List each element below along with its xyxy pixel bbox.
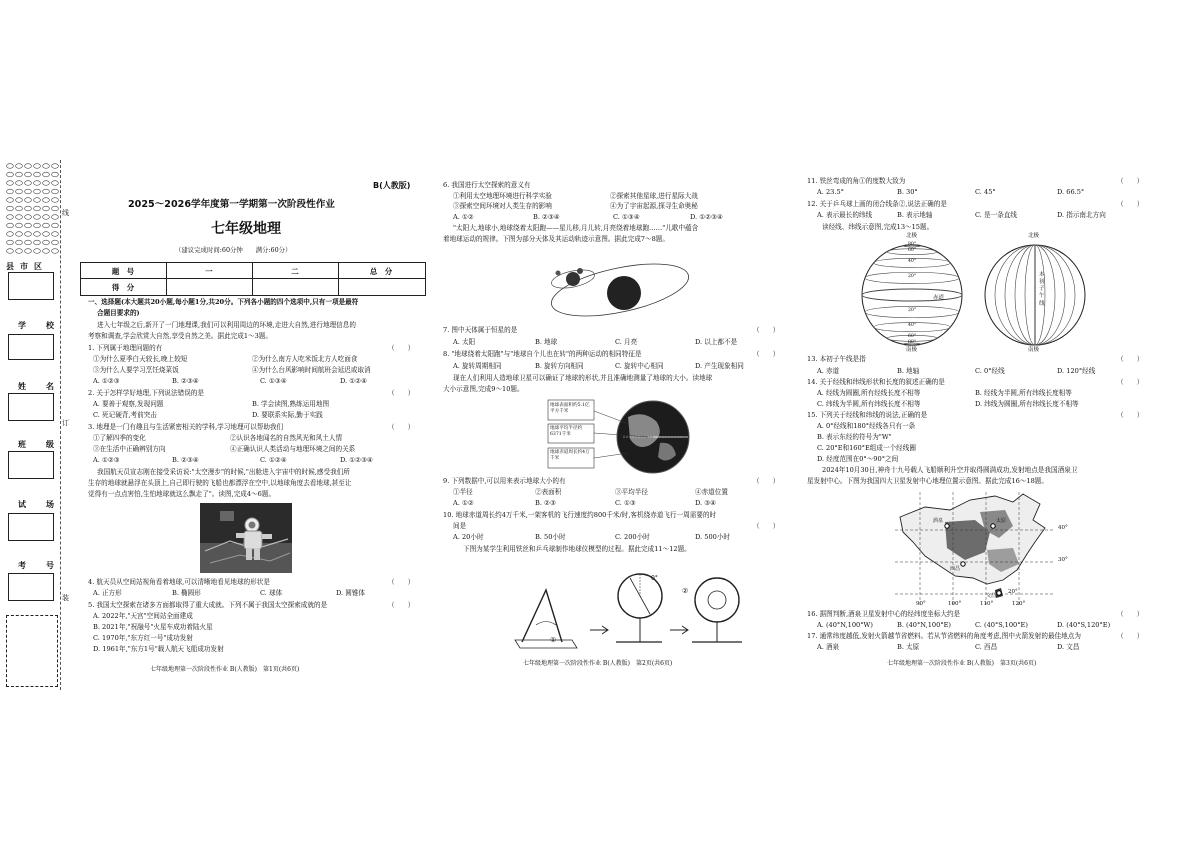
q1-choice-d[interactable]: D. ①②④ bbox=[340, 377, 367, 385]
page3-footer: 七年级地理第一次阶段性作业 B(人教版) 第3页(共6页) bbox=[887, 660, 1037, 667]
q8-choice-d[interactable]: D. 产生现象相同 bbox=[695, 362, 744, 370]
grid-bubble bbox=[43, 215, 50, 220]
grid-bubble bbox=[25, 240, 32, 245]
q7-choice-c[interactable]: C. 月亮 bbox=[615, 338, 638, 346]
q2-choice-c[interactable]: C. 死记硬背,考前突击 bbox=[93, 411, 157, 419]
passage-astronaut: 我国航天员宣志刚在接受采访说:"太空漫步"的时候,"出舱进入宇宙中的时候,感受我们所 bbox=[97, 468, 350, 476]
q1-choice-c[interactable]: C. ①③④ bbox=[260, 377, 287, 385]
q11-choice-b[interactable]: B. 30° bbox=[897, 188, 918, 196]
q3-option-3: ③在生活中正确辨别方向 bbox=[93, 445, 166, 453]
seal-area bbox=[6, 615, 58, 687]
grid-bubble bbox=[16, 215, 23, 220]
q2-choice-b[interactable]: B. 学会读图,熟练运用地图 bbox=[252, 400, 330, 408]
map-site-wenchang: 文昌 bbox=[986, 593, 997, 599]
q7-answer-bracket[interactable]: （ ） bbox=[753, 326, 780, 334]
latitude-tick-label: 60° bbox=[908, 247, 917, 253]
q10-choice-a[interactable]: A. 20小时 bbox=[453, 533, 484, 541]
q5-stem: 5. 我国太空探索在诸多方面都取得了重大成就。下列不属于我国太空探索成就的是 bbox=[88, 601, 328, 609]
q12-choice-c[interactable]: C. 是一条直线 bbox=[975, 211, 1017, 219]
q9-option-4: ④赤道位置 bbox=[695, 488, 728, 496]
q17-choice-b[interactable]: B. 太原 bbox=[897, 643, 920, 651]
grid-bubble bbox=[43, 240, 50, 245]
grid-bubble bbox=[7, 164, 14, 169]
china-launch-map bbox=[895, 492, 1055, 607]
q6-option-3: ③探索空间环境对人类生存的影响 bbox=[453, 202, 552, 210]
grid-bubble bbox=[25, 198, 32, 203]
q6-stem: 6. 我国进行太空探索的意义有 bbox=[443, 181, 531, 189]
q9-choice-d[interactable]: D. ③④ bbox=[695, 499, 717, 507]
q5-choice-c[interactable]: C. 1970年,"东方红一号"成功发射 bbox=[93, 634, 193, 642]
grid-bubble bbox=[52, 232, 59, 237]
grid-bubble bbox=[52, 249, 59, 254]
field-box-exam-no[interactable] bbox=[8, 573, 54, 601]
globe-label-radius: 地球平均半径约6371千米 bbox=[550, 426, 583, 437]
grid-bubble bbox=[34, 206, 41, 211]
field-label-county: 县市区 bbox=[6, 262, 48, 271]
grid-bubble bbox=[25, 181, 32, 186]
q4-choice-d[interactable]: D. 圆锥体 bbox=[336, 589, 366, 597]
q8-answer-bracket[interactable]: （ ） bbox=[753, 350, 780, 358]
grid-bubble bbox=[43, 189, 50, 194]
field-box-class[interactable] bbox=[8, 451, 54, 479]
grid-bubble bbox=[16, 164, 23, 169]
q8-choice-c[interactable]: C. 旋转中心相同 bbox=[615, 362, 664, 370]
grid-bubble bbox=[7, 172, 14, 177]
grid-bubble bbox=[43, 232, 50, 237]
q16-choice-d[interactable]: D. (40°S,120°E) bbox=[1057, 621, 1111, 629]
page2-footer: 七年级地理第一次阶段性作业 B(人教版) 第2页(共6页) bbox=[523, 660, 673, 667]
q16-answer-bracket[interactable]: （ ） bbox=[1117, 610, 1144, 618]
grid-bubble bbox=[7, 206, 14, 211]
q15-choice-d[interactable]: D. 经度范围在0°～90°之间 bbox=[817, 455, 899, 463]
margin-mark-zhuang: 装 bbox=[62, 594, 69, 602]
map-site-jiuquan: 酒泉 bbox=[933, 518, 944, 524]
q3-option-2: ②认识各地闻名的自然风光和风土人情 bbox=[230, 434, 343, 442]
q14-choice-a[interactable]: A. 经线为圆圈,所有经线长度不相等 bbox=[817, 389, 921, 397]
map-lon-110: 110° bbox=[980, 601, 994, 607]
lon-globe-south-pole: 南极 bbox=[1028, 347, 1040, 353]
q12-answer-bracket[interactable]: （ ） bbox=[1117, 200, 1144, 208]
map-lat-40: 40° bbox=[1058, 525, 1068, 531]
section1-heading: 一、选择题(本大题共20小题,每小题1分,共20分。下列各小题的四个选项中,只有一项是最符 bbox=[88, 298, 359, 306]
grid-bubble bbox=[52, 206, 59, 211]
latitude-tick-label: 20° bbox=[908, 308, 917, 314]
q14-choice-c[interactable]: C. 纬线为半圆,所有纬线长度不相等 bbox=[817, 400, 921, 408]
map-lon-120: 120° bbox=[1012, 601, 1026, 607]
q14-stem: 14. 关于经线和纬线形状和长度的叙述正确的是 bbox=[807, 378, 945, 386]
lat-globe-north-pole: 北极 bbox=[906, 233, 918, 239]
grid-bubble bbox=[16, 172, 23, 177]
q13-choice-c[interactable]: C. 0°经线 bbox=[975, 367, 1005, 375]
grid-bubble bbox=[34, 249, 41, 254]
q9-option-2: ②表面积 bbox=[535, 488, 562, 496]
q13-choice-d[interactable]: D. 120°经线 bbox=[1057, 367, 1096, 375]
q7-stem: 7. 图中天体属于恒星的是 bbox=[443, 326, 518, 334]
grid-bubble bbox=[52, 240, 59, 245]
q15-answer-bracket[interactable]: （ ） bbox=[1117, 411, 1144, 419]
field-box-county[interactable] bbox=[8, 272, 54, 300]
q6-choice-a[interactable]: A. ①② bbox=[453, 213, 474, 221]
grid-bubble bbox=[7, 240, 14, 245]
map-lat-30: 30° bbox=[1058, 557, 1068, 563]
score-header-part2: 二 bbox=[291, 267, 299, 276]
section1-heading-cont: 合题目要求的) bbox=[97, 309, 140, 317]
intro-text-cont: 考察和调查,学会欣赏大自然,享受自然之美。据此完成1～3题。 bbox=[88, 332, 273, 340]
q3-choice-a[interactable]: A. ①②③ bbox=[93, 456, 120, 464]
q6-choice-c[interactable]: C. ①③④ bbox=[613, 213, 640, 221]
grid-bubble bbox=[16, 189, 23, 194]
grid-bubble bbox=[52, 172, 59, 177]
lon-globe-north-pole: 北极 bbox=[1028, 233, 1040, 239]
globe-label-area: 地球表面积约5.1亿平方千米 bbox=[550, 403, 590, 414]
diagram-label-0deg: 0° bbox=[651, 575, 658, 582]
grid-bubble bbox=[52, 215, 59, 220]
q11-stem: 11. 铁丝弯成的角①的度数大致为 bbox=[807, 177, 906, 185]
grid-bubble bbox=[16, 249, 23, 254]
score-row-label: 得 分 bbox=[111, 283, 135, 292]
q10-choice-c[interactable]: C. 200小时 bbox=[615, 533, 650, 541]
subject-title: 七年级地理 bbox=[211, 221, 281, 237]
grid-bubble bbox=[34, 215, 41, 220]
q16-stem: 16. 据图判断,酒泉卫星发射中心的经纬度坐标大约是 bbox=[807, 610, 961, 618]
grid-bubble bbox=[34, 172, 41, 177]
grid-bubble bbox=[25, 215, 32, 220]
grid-bubble bbox=[7, 223, 14, 228]
latitude-tick-label: 80° bbox=[908, 340, 917, 346]
score-header-question: 题 号 bbox=[111, 267, 135, 276]
grid-bubble bbox=[25, 249, 32, 254]
q14-choice-d[interactable]: D. 纬线为圆圈,所有纬线长度不相等 bbox=[975, 400, 1079, 408]
astronaut-photo bbox=[200, 503, 292, 573]
map-site-taiyuan: 太原 bbox=[996, 518, 1007, 524]
q1-option-3: ③为什么人要学习烹饪烧菜饭 bbox=[93, 366, 179, 374]
grid-bubble bbox=[16, 223, 23, 228]
score-header-part1: 一 bbox=[205, 267, 213, 276]
grid-bubble bbox=[34, 232, 41, 237]
q2-choice-d[interactable]: D. 要联系实际,勤于实践 bbox=[252, 411, 323, 419]
q11-answer-bracket[interactable]: （ ） bbox=[1117, 177, 1144, 185]
q6-option-4: ④为了宇宙起源,探寻生命奥秘 bbox=[610, 202, 698, 210]
grid-bubble bbox=[34, 198, 41, 203]
q12-choice-a[interactable]: A. 表示最长的纬线 bbox=[817, 211, 873, 219]
q1-answer-bracket[interactable]: （ ） bbox=[388, 344, 415, 352]
map-lat-20: 20° bbox=[1008, 589, 1018, 595]
intro-graticule: 读经线、纬线示意图,完成13～15题。 bbox=[822, 223, 934, 231]
q1-option-2: ②为什么南方人吃米饭北方人吃面食 bbox=[252, 355, 358, 363]
exam-title: 2025～2026学年度第一学期第一次阶段性作业 bbox=[128, 199, 335, 210]
q6-option-1: ①利用太空地理环境进行科学实验 bbox=[453, 192, 552, 200]
q10-stem-cont: 间是 bbox=[453, 522, 467, 530]
field-label-school: 学 校 bbox=[18, 321, 60, 330]
q12-choice-b[interactable]: B. 表示地轴 bbox=[897, 211, 933, 219]
time-note: （建议完成时间:60分钟 满分:60分） bbox=[175, 246, 292, 254]
q17-choice-a[interactable]: A. 酒泉 bbox=[817, 643, 840, 651]
q3-choice-c[interactable]: C. ①②④ bbox=[260, 456, 287, 464]
diagram-label-line-2: ② bbox=[682, 587, 689, 595]
q16-choice-a[interactable]: A. (40°N,100°W) bbox=[817, 621, 873, 629]
q5-choice-a[interactable]: A. 2022年,"天宫"空间站全面建成 bbox=[93, 612, 193, 620]
q17-answer-bracket[interactable]: （ ） bbox=[1117, 632, 1144, 640]
passage-orbit: "太阳大,地球小,地球绕着太阳跑——星儿移,月儿转,月亮绕着地球跑……"儿歌中蕴含 bbox=[453, 224, 699, 232]
q10-choice-d[interactable]: D. 500小时 bbox=[695, 533, 731, 541]
q5-choice-b[interactable]: B. 2021年,"祝融号"火星车成功着陆火星 bbox=[93, 623, 213, 631]
grid-bubble bbox=[34, 240, 41, 245]
grid-bubble bbox=[25, 189, 32, 194]
q13-stem: 13. 本初子午线是指 bbox=[807, 355, 866, 363]
q6-choice-d[interactable]: D. ①②③④ bbox=[690, 213, 723, 221]
passage-launch-2: 星发射中心。下图为我国四大卫星发射中心地理位置示意图。据此完成16～18题。 bbox=[807, 477, 1048, 485]
grid-bubble bbox=[43, 164, 50, 169]
q10-answer-bracket[interactable]: （ ） bbox=[753, 522, 780, 530]
q16-choice-c[interactable]: C. (40°S,100°E) bbox=[975, 621, 1028, 629]
q4-choice-b[interactable]: B. 椭圆形 bbox=[172, 589, 201, 597]
equator-line bbox=[862, 289, 962, 301]
grid-bubble bbox=[43, 181, 50, 186]
q4-choice-a[interactable]: A. 正方形 bbox=[93, 589, 122, 597]
q3-answer-bracket[interactable]: （ ） bbox=[388, 423, 415, 431]
q4-choice-c[interactable]: C. 球体 bbox=[260, 589, 283, 597]
q13-choice-b[interactable]: B. 地轴 bbox=[897, 367, 920, 375]
q15-choice-a[interactable]: A. 0°经线和180°经线各只有一条 bbox=[817, 422, 916, 430]
q9-choice-a[interactable]: A. ①② bbox=[453, 499, 474, 507]
grid-bubble bbox=[16, 206, 23, 211]
passage-satellite-2: 大小示意图,完成9～10题。 bbox=[443, 385, 524, 393]
map-lon-100: 100° bbox=[948, 601, 962, 607]
q2-answer-bracket[interactable]: （ ） bbox=[388, 389, 415, 397]
grid-bubble bbox=[16, 232, 23, 237]
grid-bubble bbox=[25, 223, 32, 228]
grid-bubble bbox=[7, 189, 14, 194]
grid-bubble bbox=[52, 189, 59, 194]
grid-bubble bbox=[52, 164, 59, 169]
passage-astronaut-3: 觉得有一点点害怕,生怕地球就这么飘走了"。读图,完成4～6题。 bbox=[88, 490, 276, 498]
grid-bubble bbox=[16, 240, 23, 245]
q2-choice-a[interactable]: A. 要善于观察,发现问题 bbox=[93, 400, 164, 408]
q3-stem: 3. 地理是一门有趣且与生活紧密相关的学科,学习地理可以帮助我们 bbox=[88, 423, 284, 431]
grid-bubble bbox=[43, 172, 50, 177]
margin-mark-xian: 线 bbox=[62, 209, 69, 217]
field-label-room: 试 场 bbox=[18, 500, 60, 509]
q8-choice-b[interactable]: B. 旋转方向相同 bbox=[535, 362, 584, 370]
grid-bubble bbox=[34, 164, 41, 169]
lat-globe-south-pole: 南极 bbox=[906, 347, 918, 353]
longitude-globe bbox=[980, 240, 1090, 350]
intro-text: 进入七年级之后,新开了一门地理课,我们可以利用周边的环境,走进大自然,进行地理信息的 bbox=[97, 321, 356, 329]
latitude-tick-label: 80° bbox=[908, 241, 917, 247]
grid-bubble bbox=[43, 206, 50, 211]
q3-option-1: ①了解四季的变化 bbox=[93, 434, 146, 442]
q13-answer-bracket[interactable]: （ ） bbox=[1117, 355, 1144, 363]
q9-answer-bracket[interactable]: （ ） bbox=[753, 477, 780, 485]
q3-choice-d[interactable]: D. ①②③④ bbox=[340, 456, 373, 464]
q5-choice-d[interactable]: D. 1961年,"东方1号"载人航天飞船成功发射 bbox=[93, 645, 224, 653]
passage-astronaut-2: 生存的地球就悬浮在头顶上,自己即行驶的飞船也都漂浮在空中,以地球角度去看地球,甚至让 bbox=[88, 479, 352, 487]
passage-orbit-2: 着地球运动的规律。下图为部分天体及其运动轨迹示意图。据此完成7～8题。 bbox=[443, 235, 669, 243]
edition-label: B(人教版) bbox=[373, 181, 411, 190]
field-box-school[interactable] bbox=[8, 334, 54, 360]
grid-bubble bbox=[16, 198, 23, 203]
q9-option-1: ①半径 bbox=[453, 488, 473, 496]
q8-choice-a[interactable]: A. 旋转周期相同 bbox=[453, 362, 502, 370]
q6-option-2: ②探索其他星球,进行星际大战 bbox=[610, 192, 698, 200]
field-box-name[interactable] bbox=[8, 393, 54, 421]
q12-stem: 12. 关于乒乓球上画的闭合线条②,说法正确的是 bbox=[807, 200, 947, 208]
q17-choice-c[interactable]: C. 西昌 bbox=[975, 643, 998, 651]
orbit-diagram bbox=[540, 255, 680, 325]
grid-bubble bbox=[25, 206, 32, 211]
q17-stem: 17. 通常纬度越低,发射火箭越节省燃料。若从节省燃料的角度考虑,图中火箭发射的最佳地点为 bbox=[807, 632, 1081, 640]
q15-choice-b[interactable]: B. 表示东经的符号为"W" bbox=[817, 433, 892, 441]
grid-bubble bbox=[52, 223, 59, 228]
grid-bubble bbox=[43, 249, 50, 254]
passage-satellite: 现在人们利用人造地球卫星可以确证了地球的形状,并且准确地测量了地球的大小。读地球 bbox=[453, 374, 713, 382]
score-header-total: 总 分 bbox=[369, 267, 393, 276]
q2-stem: 2. 关于怎样学好地理,下列说法错误的是 bbox=[88, 389, 204, 397]
field-label-class: 班 级 bbox=[18, 440, 60, 449]
latitude-tick-label: 40° bbox=[908, 323, 917, 329]
lat-globe-equator: 赤道 bbox=[933, 295, 945, 301]
q5-answer-bracket[interactable]: （ ） bbox=[388, 601, 415, 609]
latitude-tick-label: 20° bbox=[908, 273, 917, 279]
field-box-room[interactable] bbox=[8, 513, 54, 541]
grid-bubble bbox=[7, 232, 14, 237]
q6-choice-b[interactable]: B. ②③④ bbox=[533, 213, 560, 221]
diagram-label-angle-1: ① bbox=[550, 636, 557, 644]
q1-stem: 1. 下列属于地理问题的有 bbox=[88, 344, 163, 352]
q13-choice-a[interactable]: A. 赤道 bbox=[817, 367, 840, 375]
q14-answer-bracket[interactable]: （ ） bbox=[1117, 378, 1144, 386]
grid-bubble bbox=[34, 223, 41, 228]
field-label-exam-no: 考 号 bbox=[18, 561, 60, 570]
map-site-xichang: 西昌 bbox=[950, 566, 961, 572]
q9-choice-c[interactable]: C. ①③ bbox=[615, 499, 636, 507]
q11-choice-a[interactable]: A. 23.5° bbox=[817, 188, 844, 196]
q7-choice-a[interactable]: A. 太阳 bbox=[453, 338, 476, 346]
grid-bubble bbox=[7, 249, 14, 254]
q3-option-4: ④正确认识人类活动与地理环境之间的关系 bbox=[230, 445, 356, 453]
q9-option-3: ③平均半径 bbox=[615, 488, 648, 496]
grid-bubble bbox=[7, 198, 14, 203]
grid-bubble bbox=[16, 181, 23, 186]
q16-choice-b[interactable]: B. (40°N,100°E) bbox=[897, 621, 952, 629]
latitude-tick-label: 40° bbox=[908, 258, 917, 264]
q1-option-1: ①为什么夏季白天较长,晚上较短 bbox=[93, 355, 188, 363]
map-lon-90: 90° bbox=[916, 601, 926, 607]
q15-choice-c[interactable]: C. 20°E和160°E组成一个经线圈 bbox=[817, 444, 916, 452]
q9-choice-b[interactable]: B. ②③ bbox=[535, 499, 556, 507]
q9-stem: 9. 下列数据中,可以用来表示地球大小的有 bbox=[443, 477, 566, 485]
q8-stem: 8. "地球绕着太阳跑"与"地球自个儿也在转"的两种运动的相同特征是 bbox=[443, 350, 642, 358]
q11-choice-d[interactable]: D. 66.5° bbox=[1057, 188, 1085, 196]
q10-choice-b[interactable]: B. 50小时 bbox=[535, 533, 566, 541]
q10-stem: 10. 地球赤道周长约4万千米,一架客机的飞行速度约800千米/时,客机绕赤道飞行一周需要的时 bbox=[443, 511, 717, 519]
field-label-name: 姓 名 bbox=[18, 382, 60, 391]
q7-choice-b[interactable]: B. 地球 bbox=[535, 338, 558, 346]
grid-bubble bbox=[52, 181, 59, 186]
q14-choice-b[interactable]: B. 经线为半圆,所有纬线长度相等 bbox=[975, 389, 1072, 397]
margin-mark-ding: 订 bbox=[62, 419, 69, 427]
grid-bubble bbox=[52, 198, 59, 203]
q15-stem: 15. 下列关于经线和纬线的说法,正确的是 bbox=[807, 411, 928, 419]
passage-launch: 2024年10月30日,神舟十九号载人飞船顺利升空并取得圆满成功,发射地点是我国酒泉卫 bbox=[822, 466, 1078, 474]
q12-choice-d[interactable]: D. 指示南北方向 bbox=[1057, 211, 1106, 219]
q11-choice-c[interactable]: C. 45° bbox=[975, 188, 996, 196]
passage-globe-model: 下图为某学生利用铁丝和乒乓球制作地球仪模型的过程。据此完成11～12题。 bbox=[463, 545, 691, 553]
globe-model-diagram bbox=[512, 560, 752, 655]
grid-bubble bbox=[43, 198, 50, 203]
grid-bubble bbox=[25, 172, 32, 177]
q1-choice-a[interactable]: A. ①②③ bbox=[93, 377, 120, 385]
grid-bubble bbox=[34, 181, 41, 186]
q1-choice-b[interactable]: B. ②③④ bbox=[172, 377, 199, 385]
q17-choice-d[interactable]: D. 文昌 bbox=[1057, 643, 1080, 651]
latitude-tick-label: 60° bbox=[908, 334, 917, 340]
q1-option-4: ④为什么台风影响时间航班会延迟或取消 bbox=[252, 366, 371, 374]
grid-bubble bbox=[7, 181, 14, 186]
q4-stem: 4. 航天员从空间站视角看着地球,可以清晰地看见地球的形状是 bbox=[88, 578, 270, 586]
prime-meridian-label: 本初子午线 bbox=[1039, 272, 1045, 307]
q3-choice-b[interactable]: B. ②③④ bbox=[172, 456, 199, 464]
globe-label-equator: 地球赤道周长约4万千米 bbox=[550, 450, 590, 461]
grid-bubble bbox=[25, 232, 32, 237]
grid-bubble bbox=[34, 189, 41, 194]
grid-bubble bbox=[43, 223, 50, 228]
q7-choice-d[interactable]: D. 以上都不是 bbox=[695, 338, 738, 346]
page1-footer: 七年级地理第一次阶段性作业 B(人教版) 第1页(共6页) bbox=[150, 666, 300, 673]
q4-answer-bracket[interactable]: （ ） bbox=[388, 578, 415, 586]
grid-bubble bbox=[25, 164, 32, 169]
grid-bubble bbox=[7, 215, 14, 220]
